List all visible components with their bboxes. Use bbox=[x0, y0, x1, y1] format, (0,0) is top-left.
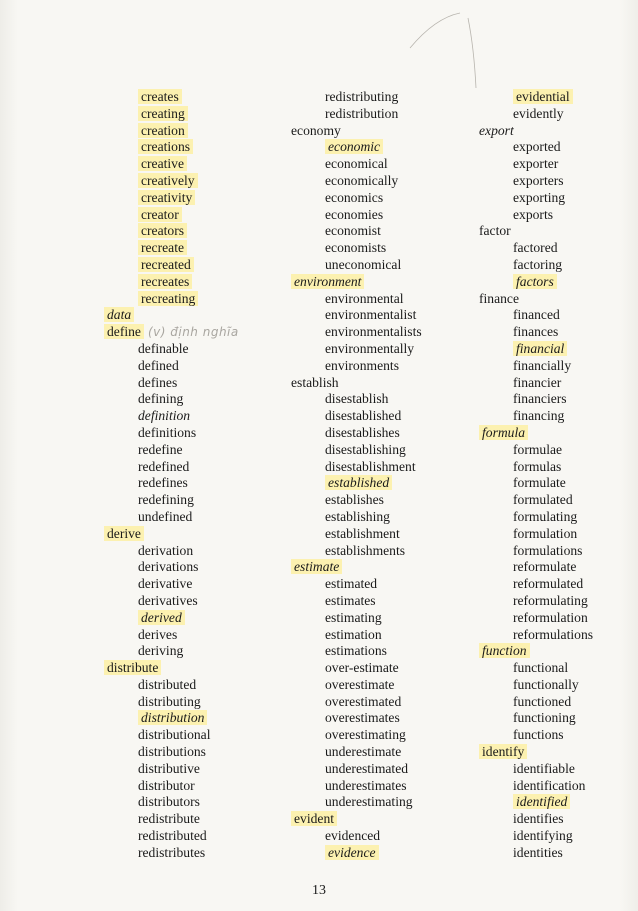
word-form-entry bbox=[104, 811, 274, 828]
word-form-entry bbox=[291, 442, 461, 459]
word-form-entry bbox=[479, 442, 638, 459]
entry-text: estimation bbox=[325, 626, 382, 642]
entry-text: distribution bbox=[138, 710, 207, 725]
word-form-entry bbox=[104, 156, 274, 173]
word-form-entry bbox=[291, 660, 461, 677]
entry-text: defining bbox=[138, 391, 184, 407]
entry-text: derives bbox=[138, 626, 178, 642]
word-form-entry bbox=[479, 207, 638, 224]
word-form-entry bbox=[291, 240, 461, 257]
entry-text: functional bbox=[513, 660, 569, 676]
entry-text: exporter bbox=[513, 156, 559, 172]
headword-entry bbox=[291, 274, 461, 291]
entry-text: underestimating bbox=[325, 794, 413, 810]
headword-entry bbox=[104, 324, 274, 341]
word-form-entry bbox=[291, 677, 461, 694]
word-form-entry bbox=[104, 173, 274, 190]
entry-text: define bbox=[104, 324, 144, 339]
word-form-entry bbox=[291, 291, 461, 308]
entry-text: disestablish bbox=[325, 391, 389, 407]
entry-text: evidenced bbox=[325, 828, 381, 844]
entry-text: exporting bbox=[513, 189, 566, 205]
word-form-entry bbox=[479, 89, 638, 106]
word-form-entry bbox=[291, 190, 461, 207]
word-form-entry bbox=[291, 459, 461, 476]
word-form-entry bbox=[104, 442, 274, 459]
entry-text: identify bbox=[479, 744, 527, 759]
word-form-entry bbox=[291, 492, 461, 509]
word-form-entry bbox=[291, 156, 461, 173]
entry-text: formulations bbox=[513, 542, 583, 558]
entry-text: reformulated bbox=[513, 576, 584, 592]
entry-text: distributions bbox=[138, 744, 206, 760]
word-form-entry bbox=[104, 89, 274, 106]
word-column-3 bbox=[479, 89, 638, 862]
word-column-1 bbox=[104, 89, 274, 862]
entry-text: distributing bbox=[138, 693, 201, 709]
word-form-entry bbox=[479, 475, 638, 492]
word-form-entry bbox=[291, 139, 461, 156]
word-form-entry bbox=[104, 710, 274, 727]
word-form-entry bbox=[479, 778, 638, 795]
word-form-entry bbox=[291, 543, 461, 560]
word-form-entry bbox=[291, 509, 461, 526]
word-form-entry bbox=[479, 307, 638, 324]
entry-text: distributors bbox=[138, 794, 200, 810]
entry-text: defines bbox=[138, 374, 178, 390]
headword-entry bbox=[291, 375, 461, 392]
word-form-entry bbox=[479, 173, 638, 190]
headword-entry bbox=[291, 811, 461, 828]
word-form-entry bbox=[479, 156, 638, 173]
entry-text: reformulating bbox=[513, 592, 588, 608]
word-form-entry bbox=[479, 576, 638, 593]
entry-text: derivation bbox=[138, 542, 194, 558]
entry-text: exporters bbox=[513, 172, 564, 188]
entry-text: distribute bbox=[104, 660, 161, 675]
entry-text: environmentalists bbox=[325, 324, 422, 340]
word-form-entry bbox=[479, 139, 638, 156]
entry-text: disestablishment bbox=[325, 458, 416, 474]
word-form-entry bbox=[104, 391, 274, 408]
entry-text: reformulations bbox=[513, 626, 594, 642]
headword-entry bbox=[479, 425, 638, 442]
word-form-entry bbox=[104, 475, 274, 492]
entry-text: undefined bbox=[138, 508, 193, 524]
word-form-entry bbox=[104, 274, 274, 291]
word-form-entry bbox=[291, 593, 461, 610]
entry-text: finances bbox=[513, 324, 559, 340]
word-form-entry bbox=[291, 845, 461, 862]
entry-text: evidence bbox=[325, 845, 379, 860]
word-form-entry bbox=[479, 811, 638, 828]
word-form-entry bbox=[291, 643, 461, 660]
entry-text: identified bbox=[513, 794, 570, 809]
entry-text: established bbox=[325, 475, 392, 490]
word-form-entry bbox=[291, 828, 461, 845]
entry-text: establishments bbox=[325, 542, 406, 558]
entry-text: estimations bbox=[325, 643, 387, 659]
word-form-entry bbox=[291, 173, 461, 190]
word-form-entry bbox=[104, 744, 274, 761]
word-form-entry bbox=[479, 190, 638, 207]
word-form-entry bbox=[479, 341, 638, 358]
entry-text: environmentally bbox=[325, 340, 415, 356]
entry-text: export bbox=[479, 122, 514, 138]
entry-text: identification bbox=[513, 777, 586, 793]
entry-text: functioned bbox=[513, 693, 572, 709]
entry-text: creations bbox=[138, 139, 193, 154]
entry-text: creators bbox=[138, 223, 187, 238]
entry-text: creation bbox=[138, 123, 188, 138]
word-form-entry bbox=[104, 139, 274, 156]
word-form-entry bbox=[291, 207, 461, 224]
word-form-entry bbox=[104, 492, 274, 509]
entry-text: environmental bbox=[325, 290, 404, 306]
word-form-entry bbox=[479, 677, 638, 694]
entry-text: deriving bbox=[138, 643, 184, 659]
entry-text: finance bbox=[479, 290, 519, 306]
entry-text: exported bbox=[513, 139, 561, 155]
word-form-entry bbox=[479, 274, 638, 291]
word-form-entry bbox=[104, 123, 274, 140]
entry-text: recreate bbox=[138, 240, 187, 255]
headword-entry bbox=[104, 660, 274, 677]
word-form-entry bbox=[291, 425, 461, 442]
entry-text: evidential bbox=[513, 89, 573, 104]
entry-text: financially bbox=[513, 357, 572, 373]
entry-text: defined bbox=[138, 357, 179, 373]
word-form-entry bbox=[104, 223, 274, 240]
entry-text: economic bbox=[325, 139, 383, 154]
entry-text: factoring bbox=[513, 256, 563, 272]
word-form-entry bbox=[291, 341, 461, 358]
entry-text: economist bbox=[325, 223, 381, 239]
word-form-entry bbox=[104, 207, 274, 224]
entry-text: functionally bbox=[513, 676, 579, 692]
word-form-entry bbox=[104, 845, 274, 862]
word-form-entry bbox=[479, 240, 638, 257]
entry-text: financier bbox=[513, 374, 562, 390]
entry-text: creating bbox=[138, 106, 188, 121]
word-form-entry bbox=[291, 223, 461, 240]
entry-text: estimating bbox=[325, 609, 382, 625]
word-form-entry bbox=[479, 324, 638, 341]
word-form-entry bbox=[479, 593, 638, 610]
entry-text: environments bbox=[325, 357, 399, 373]
word-form-entry bbox=[104, 459, 274, 476]
headword-entry bbox=[479, 123, 638, 140]
entry-text: disestablishes bbox=[325, 424, 400, 440]
entry-text: overestimate bbox=[325, 676, 395, 692]
word-form-entry bbox=[291, 106, 461, 123]
word-form-entry bbox=[479, 694, 638, 711]
word-form-entry bbox=[291, 391, 461, 408]
word-form-entry bbox=[479, 408, 638, 425]
entry-text: formulated bbox=[513, 492, 573, 508]
word-form-entry bbox=[291, 526, 461, 543]
word-form-entry bbox=[104, 190, 274, 207]
entry-text: underestimates bbox=[325, 777, 407, 793]
entry-text: functions bbox=[513, 727, 564, 743]
entry-text: derive bbox=[104, 526, 144, 541]
word-form-entry bbox=[479, 627, 638, 644]
word-form-entry bbox=[479, 459, 638, 476]
word-form-entry bbox=[479, 761, 638, 778]
word-form-entry bbox=[291, 778, 461, 795]
handwritten-note: (v) định nghĩa bbox=[147, 325, 239, 340]
word-form-entry bbox=[104, 828, 274, 845]
word-form-entry bbox=[291, 727, 461, 744]
word-form-entry bbox=[104, 375, 274, 392]
entry-text: economics bbox=[325, 189, 384, 205]
word-form-entry bbox=[291, 610, 461, 627]
word-form-entry bbox=[479, 710, 638, 727]
entry-text: recreated bbox=[138, 257, 194, 272]
entry-text: distributor bbox=[138, 777, 195, 793]
headword-entry bbox=[479, 744, 638, 761]
word-form-entry bbox=[291, 576, 461, 593]
entry-text: definitions bbox=[138, 424, 197, 440]
word-form-entry bbox=[479, 391, 638, 408]
headword-entry bbox=[104, 526, 274, 543]
entry-text: formulation bbox=[513, 525, 578, 541]
word-form-entry bbox=[104, 694, 274, 711]
word-form-entry bbox=[479, 375, 638, 392]
word-form-entry bbox=[104, 358, 274, 375]
entry-text: economy bbox=[291, 122, 341, 138]
entry-text: establishes bbox=[325, 492, 384, 508]
word-form-entry bbox=[104, 240, 274, 257]
word-form-entry bbox=[479, 358, 638, 375]
entry-text: financial bbox=[513, 341, 567, 356]
word-form-entry bbox=[104, 425, 274, 442]
word-form-entry bbox=[104, 727, 274, 744]
entry-text: derived bbox=[138, 610, 185, 625]
entry-text: derivative bbox=[138, 576, 193, 592]
word-form-entry bbox=[479, 610, 638, 627]
entry-text: creator bbox=[138, 207, 182, 222]
word-form-entry bbox=[104, 610, 274, 627]
word-form-entry bbox=[479, 559, 638, 576]
entry-text: redistribution bbox=[325, 105, 399, 121]
entry-text: disestablished bbox=[325, 408, 402, 424]
entry-text: function bbox=[479, 643, 530, 658]
word-form-entry bbox=[104, 341, 274, 358]
headword-entry bbox=[291, 123, 461, 140]
word-form-entry bbox=[291, 475, 461, 492]
word-form-entry bbox=[104, 576, 274, 593]
word-form-entry bbox=[104, 778, 274, 795]
entry-text: identifies bbox=[513, 811, 564, 827]
word-form-entry bbox=[104, 509, 274, 526]
entry-text: distributive bbox=[138, 760, 200, 776]
word-form-entry bbox=[104, 257, 274, 274]
entry-text: over-estimate bbox=[325, 660, 399, 676]
entry-text: identities bbox=[513, 844, 563, 860]
entry-text: recreates bbox=[138, 274, 192, 289]
entry-text: formulating bbox=[513, 508, 578, 524]
word-form-entry bbox=[291, 694, 461, 711]
word-form-entry bbox=[479, 106, 638, 123]
entry-text: economies bbox=[325, 206, 384, 222]
entry-text: overestimates bbox=[325, 710, 400, 726]
entry-text: formulae bbox=[513, 441, 563, 457]
entry-text: uneconomical bbox=[325, 256, 402, 272]
word-form-entry bbox=[291, 324, 461, 341]
word-form-entry bbox=[291, 761, 461, 778]
entry-text: exports bbox=[513, 206, 554, 222]
entry-text: creative bbox=[138, 156, 187, 171]
entry-text: establishment bbox=[325, 525, 400, 541]
entry-text: distributed bbox=[138, 676, 197, 692]
word-form-entry bbox=[479, 257, 638, 274]
word-form-entry bbox=[291, 710, 461, 727]
entry-text: derivations bbox=[138, 559, 199, 575]
entry-text: redistributed bbox=[138, 828, 207, 844]
entry-text: creates bbox=[138, 89, 182, 104]
word-form-entry bbox=[104, 106, 274, 123]
entry-text: definition bbox=[138, 408, 191, 424]
word-form-entry bbox=[104, 559, 274, 576]
entry-text: factor bbox=[479, 223, 511, 239]
entry-text: economists bbox=[325, 240, 387, 256]
word-column-2 bbox=[291, 89, 461, 862]
entry-text: financing bbox=[513, 408, 565, 424]
word-form-entry bbox=[104, 543, 274, 560]
word-form-entry bbox=[291, 257, 461, 274]
word-form-entry bbox=[479, 509, 638, 526]
word-form-entry bbox=[479, 660, 638, 677]
entry-text: redefine bbox=[138, 441, 183, 457]
word-form-entry bbox=[479, 526, 638, 543]
entry-text: creativity bbox=[138, 190, 195, 205]
entry-text: redistribute bbox=[138, 811, 200, 827]
entry-text: distributional bbox=[138, 727, 211, 743]
entry-text: factored bbox=[513, 240, 558, 256]
entry-text: economical bbox=[325, 156, 388, 172]
entry-text: creatively bbox=[138, 173, 198, 188]
headword-entry bbox=[104, 307, 274, 324]
word-form-entry bbox=[479, 492, 638, 509]
word-form-entry bbox=[479, 828, 638, 845]
word-form-entry bbox=[104, 677, 274, 694]
word-form-entry bbox=[291, 627, 461, 644]
entry-text: economically bbox=[325, 172, 399, 188]
entry-text: redistributes bbox=[138, 844, 206, 860]
word-form-entry bbox=[291, 89, 461, 106]
entry-text: estimates bbox=[325, 592, 376, 608]
entry-text: estimated bbox=[325, 576, 378, 592]
pencil-mark bbox=[390, 8, 490, 98]
entry-text: environment bbox=[291, 274, 364, 289]
word-form-entry bbox=[291, 408, 461, 425]
entry-text: establishing bbox=[325, 508, 390, 524]
word-form-entry bbox=[291, 358, 461, 375]
entry-text: underestimate bbox=[325, 744, 402, 760]
headword-entry bbox=[479, 643, 638, 660]
entry-text: environmentalist bbox=[325, 307, 417, 323]
entry-text: overestimating bbox=[325, 727, 406, 743]
page-number: 13 bbox=[312, 883, 326, 898]
entry-text: identifiable bbox=[513, 760, 575, 776]
word-form-entry bbox=[479, 543, 638, 560]
entry-text: financiers bbox=[513, 391, 567, 407]
entry-text: establish bbox=[291, 374, 339, 390]
entry-text: reformulation bbox=[513, 609, 588, 625]
word-form-entry bbox=[104, 593, 274, 610]
word-form-entry bbox=[104, 643, 274, 660]
word-form-entry bbox=[479, 727, 638, 744]
headword-entry bbox=[291, 559, 461, 576]
word-form-entry bbox=[291, 744, 461, 761]
entry-text: identifying bbox=[513, 828, 573, 844]
entry-text: evidently bbox=[513, 105, 564, 121]
entry-text: reformulate bbox=[513, 559, 577, 575]
entry-text: estimate bbox=[291, 559, 342, 574]
entry-text: redistributing bbox=[325, 89, 399, 104]
headword-entry bbox=[479, 291, 638, 308]
word-form-entry bbox=[479, 794, 638, 811]
headword-entry bbox=[479, 223, 638, 240]
entry-text: disestablishing bbox=[325, 441, 406, 457]
entry-text: derivatives bbox=[138, 592, 198, 608]
word-form-entry bbox=[104, 794, 274, 811]
entry-text: formulas bbox=[513, 458, 562, 474]
word-form-entry bbox=[104, 291, 274, 308]
entry-text: underestimated bbox=[325, 760, 409, 776]
word-form-entry bbox=[479, 845, 638, 862]
entry-text: redefining bbox=[138, 492, 194, 508]
entry-text: overestimated bbox=[325, 693, 402, 709]
word-form-entry bbox=[291, 794, 461, 811]
entry-text: recreating bbox=[138, 291, 198, 306]
word-form-entry bbox=[291, 307, 461, 324]
word-form-entry bbox=[104, 761, 274, 778]
entry-text: definable bbox=[138, 340, 189, 356]
entry-text: formula bbox=[479, 425, 528, 440]
entry-text: evident bbox=[291, 811, 337, 826]
entry-text: data bbox=[104, 307, 134, 322]
entry-text: factors bbox=[513, 274, 557, 289]
word-form-entry bbox=[104, 627, 274, 644]
word-form-entry bbox=[104, 408, 274, 425]
entry-text: financed bbox=[513, 307, 560, 323]
entry-text: redefined bbox=[138, 458, 190, 474]
entry-text: formulate bbox=[513, 475, 566, 491]
entry-text: redefines bbox=[138, 475, 188, 491]
entry-text: functioning bbox=[513, 710, 576, 726]
